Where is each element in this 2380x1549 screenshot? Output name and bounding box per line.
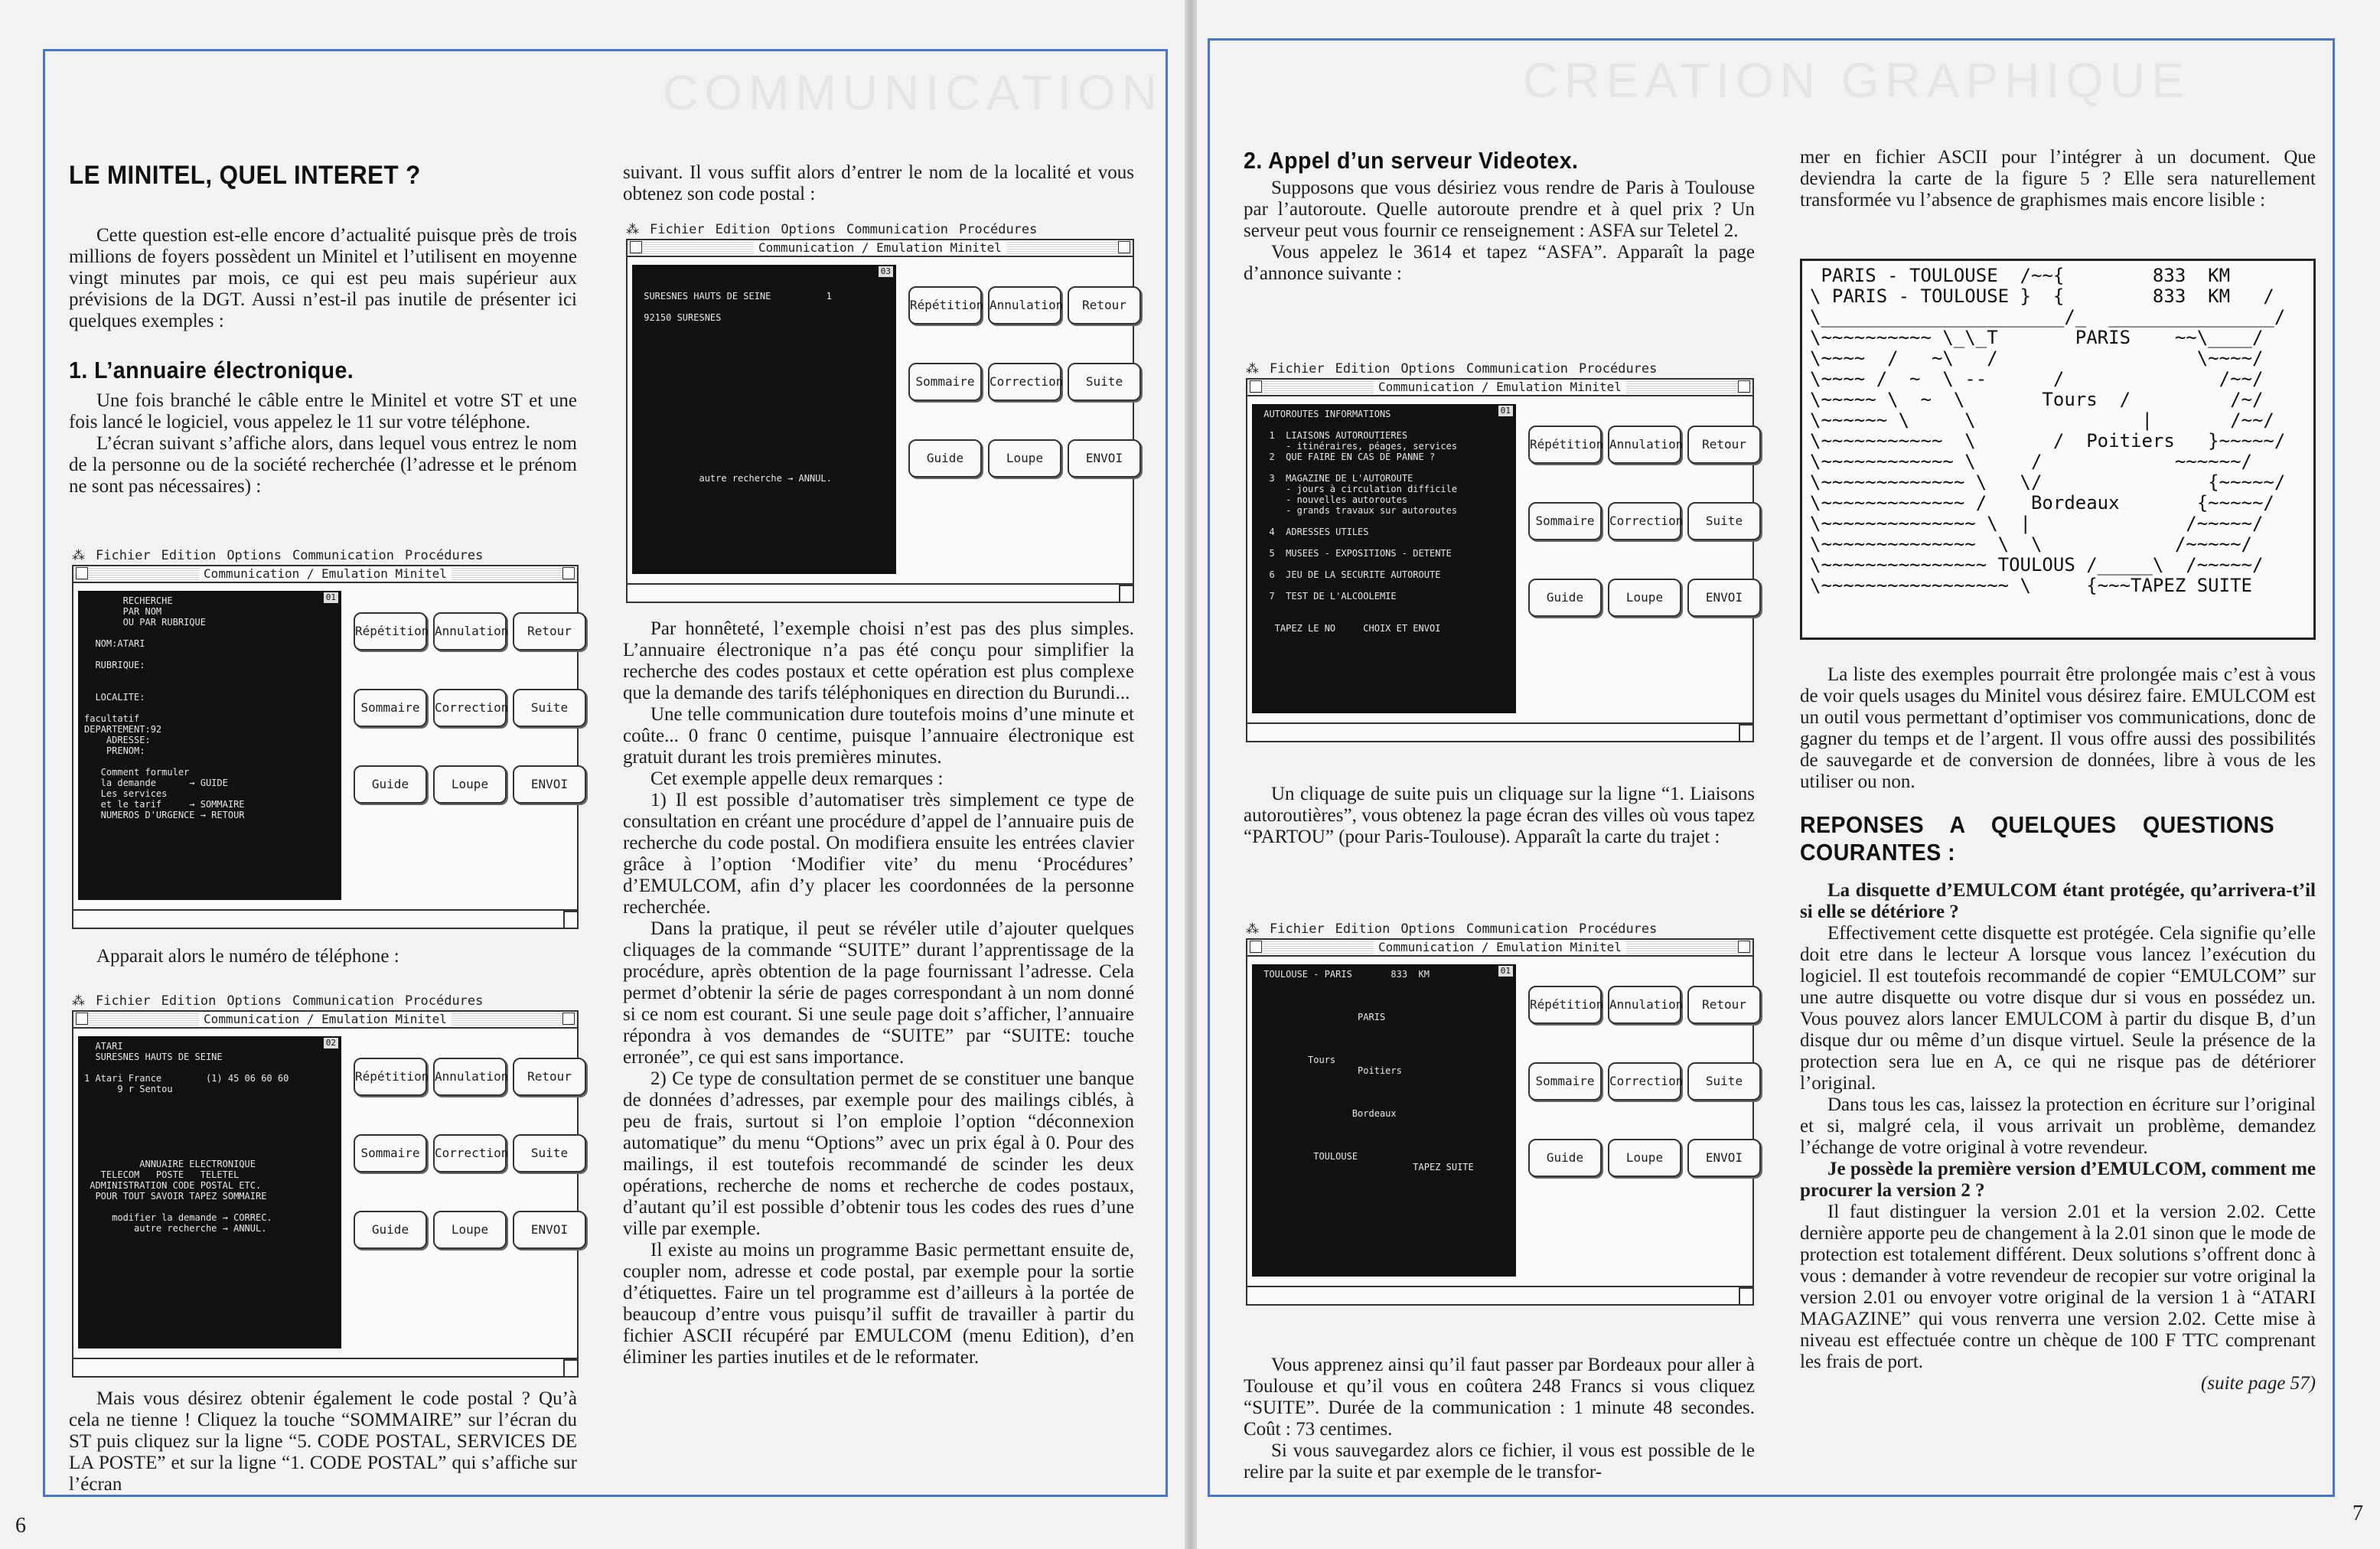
menu-item[interactable]: Edition [1335,921,1391,937]
resize-box-icon[interactable] [563,1359,577,1376]
column-3-mid [1244,784,1755,848]
page-counter: 01 [324,592,338,603]
resize-box-icon[interactable] [1739,724,1752,741]
paragraph: mer en fichier ASCII pour l’intégrer à un document. Que deviendra la carte de la figure 5 ? Elle sera naturellement transformée vu l’absence de graphismes mais encore lisible : [1800,147,2316,210]
atari-logo-icon[interactable]: ⁂ [626,222,639,237]
loupe-button[interactable]: Loupe [433,765,507,804]
guide-button[interactable]: Guide [354,765,427,804]
envoi-button[interactable]: ENVOI [1687,1139,1761,1177]
sommaire-button[interactable]: Sommaire [354,1134,427,1172]
emulator-shot-1 [72,548,579,929]
minitel-screen [78,1036,341,1348]
paragraph: Dans la pratique, il peut se révéler utile d’ajouter quelques cliquages de la commande “SUITE” durant l’apprentissage de la procédure, après obtention de la page fournissant l’adresse. Cela permet d’obtenir la série de pages correspondant à un nom donné si ce nom est courant. Si une seule page doit s’afficher, l’annuaire répondra à vos demandes de “SUITE” par “SUITE: touche erronée”, ce qui est sans importance. [623,918,1134,1068]
window-title: Communication / Emulation Minitel [199,566,452,581]
paragraph: Un cliquage de suite puis un cliquage sur la ligne “1. Liaisons autoroutières”, vous obtenez la page écran des villes où vous tapez “PARTOU” (pour Paris-Toulouse). Apparaît la carte du trajet : [1244,784,1755,847]
menu-item[interactable]: Edition [715,222,771,237]
envoi-button[interactable]: ENVOI [1068,439,1141,478]
annulation-button[interactable]: Annulation [433,1058,507,1096]
annulation-button[interactable]: Annulation [1608,986,1681,1024]
ghost-header-right: CREATION GRAPHIQUE [1523,53,2190,108]
menu-item[interactable]: Options [227,548,282,563]
page-counter: 02 [324,1038,338,1048]
menu-item[interactable]: Options [1400,921,1456,937]
resize-box-icon[interactable] [1739,1287,1752,1304]
fuller-box-icon[interactable] [562,1013,575,1025]
guide-button[interactable]: Guide [354,1211,427,1249]
column-1 [69,161,577,497]
sommaire-button[interactable]: Sommaire [1528,502,1602,540]
window-title: Communication / Emulation Minitel [1374,940,1626,954]
column-2 [623,618,1134,1368]
close-box-icon[interactable] [1250,941,1262,953]
paragraph: Une telle communication dure toutefois moins d’une minute et coûte... 0 franc 0 centime, puisque l’annuaire électronique est gratuit durant les trois premières minutes. [623,704,1134,768]
menu-bar [72,993,579,1009]
suite-button[interactable]: Suite [1068,363,1141,401]
emulator-window [72,1010,579,1378]
repetition-button[interactable]: Répétition [1528,986,1602,1024]
repetition-button[interactable]: Répétition [908,286,982,324]
fuller-box-icon[interactable] [562,567,575,579]
atari-logo-icon[interactable]: ⁂ [72,993,85,1009]
minitel-screen-text: ATARI SURESNES HAUTS DE SEINE 1 Atari France (1) 45 06 60 60 9 r Sentou ANNUAIRE ELECTRONIQUE TELECOM POSTE TELETEL ADMINISTRATION CODE POSTAL ETC. POUR TOUT SAVOIR TAPEZ SOMMAIRE modifier la demande → CORREC. autre recherche → ANNUL. [84,1041,289,1234]
correction-button[interactable]: Correction [1608,502,1681,540]
repetition-button[interactable]: Répétition [354,612,427,651]
repetition-button[interactable]: Répétition [1528,426,1602,464]
heading-reponses: REPONSES A QUELQUES QUESTIONS COURANTES : [1800,811,2275,866]
fuller-box-icon[interactable] [1738,941,1750,953]
window-title: Communication / Emulation Minitel [754,240,1006,255]
paragraph: Si vous sauvegardez alors ce fichier, il vous est possible de le relire par la suite et par exemple de le transfor- [1244,1440,1755,1482]
menu-item[interactable]: Fichier [650,222,705,237]
question: La disquette d’EMULCOM étant protégée, qu’arrivera-t’il si elle se détériore ? [1800,880,2316,922]
minitel-screen [632,265,896,574]
paragraph: Effectivement cette disquette est protégée. Cela signifie qu’elle doit etre dans le lecteur A lorsque vous lancez l’exécution du logiciel. Il est toutefois recommandé de copier “EMULCOM” sur une autre disquette ou votre disque dur si vous en possédez un. Vous pouvez alors lancer EMULCOM à partir du disque B, d’un disque dur ou même d’un disque virtuel. Seule la présence de la protection sera lue en A, ce qui ne risque pas de détériorer l’original. [1800,923,2316,1094]
envoi-button[interactable]: ENVOI [1687,579,1761,617]
question: Je possède la première version d’EMULCOM, comment me procurer la version 2 ? [1800,1159,2316,1201]
column-3-top [1244,147,1755,285]
column-3-bottom [1244,1355,1755,1483]
sommaire-button[interactable]: Sommaire [1528,1062,1602,1101]
resize-box-icon[interactable] [563,911,577,928]
window-title-bar[interactable] [1247,940,1752,957]
atari-logo-icon[interactable]: ⁂ [1246,361,1259,377]
minitel-screen-text: TOULOUSE - PARIS 833 KM PARIS Tours Poitiers Bordeaux TOULOUSE TAPEZ SUITE [1263,969,1474,1172]
retour-button[interactable]: Retour [513,1058,586,1096]
window-title-bar[interactable] [628,240,1133,257]
fuller-box-icon[interactable] [1118,241,1130,253]
minitel-screen-text: AUTOROUTES INFORMATIONS 1 LIAISONS AUTOROUTIERES - itinéraires, péages, services 2 QUE FAIRE EN CAS DE PANNE ? 3 MAGAZINE DE L'AUTOROUTE - jours à circulation difficile - nouvelles autoroutes - grands travaux sur autoroutes 4 ADRESSES UTILES 5 MUSEES - EXPOSITIONS - DETENTE 6 JEU DE LA SECURITE AUTOROUTE 7 TEST DE L'ALCOOLEMIE TAPEZ LE NO CHOIX ET ENVOI [1263,409,1458,634]
emulator-window [1246,378,1754,742]
ascii-map: PARIS - TOULOUSE /~~{ 833 KM \ PARIS - TOULOUSE } { 833 KM / \______________________/_ _______________/ \~~~~~~~~~~ \_\_T PARIS ~~\____/ \~~~~ / ~\ / \~~~~/ \~~~~ / ~ \ -- / /~~/ \~~~~~ \ ~ \ Tours / /~/ \~~~~~~ \ \ | /~~/ \~~~~~~~~~~~ \ / Poitiers }~~~~~/ \~~~~~~~~~~~~ \ / ~~~~~~/ \~~~~~~~~~~~~~ \ \/ {~~~~~/ \~~~~~~~~~~~~~ / Bordeaux {~~~~~/ \~~~~~~~~~~~~~~ \ | /~~~~~/ \~~~~~~~~~~~~~~ \ \ /~~~~~/ \~~~~~~~~~~~~~~~ TOULOUS /_____\ /~~~~~/ \~~~~~~~~~~~~~~~~~ \ {~~~TAPEZ SUITE [1800,259,2316,640]
paragraph: 2) Ce type de consultation permet de se constituer une banque de données d’adresses, par exemple pour des mailings ciblés, à peu de frais, surtout si l’on emploie l’option “déconnexion automatique” du menu “Options” avec un prix égal à 0. Pour des mailings, il est toutefois recommandé de scinder les deux opérations, recherche de noms et recherche de codes postaux, d’autant qu’il est possible d’obtenir tous les codes des rues d’une ville par exemple. [623,1068,1134,1239]
minitel-screen [1252,964,1516,1277]
menu-item[interactable]: Options [781,222,836,237]
menu-item[interactable]: Procédures [959,222,1038,237]
emulator-shot-3 [626,222,1134,603]
page-counter: 03 [879,266,893,277]
menu-bar [1246,921,1754,937]
horizontal-scrollbar[interactable] [73,909,577,911]
paragraph: Supposons que vous désiriez vous rendre de Paris à Toulouse par l’autoroute. Quelle autoroute prendre et à quel prix ? Un serveur peut vous fournir ce renseignement : ASFA sur Teletel 2. [1244,178,1755,241]
paragraph: Par honnêteté, l’exemple choisi n’est pas des plus simples. L’annuaire électronique n’a pas été conçu pour simplifier la recherche des codes postaux et cette opération est plus complexe que la demande des tarifs téléphoniques en direction du Burundi... [623,618,1134,703]
guide-button[interactable]: Guide [1528,1139,1602,1177]
menu-item[interactable]: Options [1400,361,1456,377]
page-number-left: 6 [15,1514,26,1538]
suite-button[interactable]: Suite [513,1134,586,1172]
menu-item[interactable]: Communication [292,548,395,563]
fuller-box-icon[interactable] [1738,380,1750,393]
atari-logo-icon[interactable]: ⁂ [72,548,85,563]
loupe-button[interactable]: Loupe [1608,579,1681,617]
paragraph: Vous appelez le 3614 et tapez “ASFA”. Apparaît la page d’annonce suivante : [1244,242,1755,284]
menu-item[interactable]: Procédures [405,548,484,563]
sommaire-button[interactable]: Sommaire [908,363,982,401]
loupe-button[interactable]: Loupe [1608,1139,1681,1177]
horizontal-scrollbar[interactable] [1247,722,1752,724]
column-1-bottom [69,1388,577,1495]
paragraph: L’écran suivant s’affiche alors, dans lequel vous entrez le nom de la personne ou de la société recherchée (l’adresse et le prénom ne sont pas nécessaires) : [69,433,577,497]
menu-bar [1246,361,1754,377]
resize-box-icon[interactable] [1119,585,1133,602]
paragraph: Dans tous les cas, laissez la protection en écriture sur l’original et si, malgré cela, il vous arrivait un problème, demandez l’échange de votre original à votre revendeur. [1800,1094,2316,1158]
paragraph: Mais vous désirez obtenir également le code postal ? Qu’à cela ne tienne ! Cliquez la touche “SOMMAIRE” sur l’écran du ST puis cliquez sur la ligne “5. CODE POSTAL, SERVICES DE LA POSTE” et sur la ligne “1. CODE POSTAL” qui s’affiche sur l’écran [69,1388,577,1495]
emulator-shot-4 [1246,361,1754,742]
close-box-icon[interactable] [76,1013,88,1025]
heading-annuaire: 1. L’annuaire électronique. [69,357,354,383]
guide-button[interactable]: Guide [1528,579,1602,617]
column-2-top [623,162,1134,205]
retour-button[interactable]: Retour [513,612,586,651]
paragraph: La liste des exemples pourrait être prolongée mais c’est à vous de voir quels usages du Minitel vous désirez faire. EMULCOM est un outil vous permettant d’optimiser vos communications, donc de gagner du temps et de l’argent. Il vous offre aussi des possibilités de sauvegarde et de conversion de données, libre à vous de les utiliser ou non. [1800,664,2316,792]
horizontal-scrollbar[interactable] [73,1358,577,1359]
suite-button[interactable]: Suite [1687,502,1761,540]
menu-item[interactable]: Communication [1465,361,1569,377]
menu-item[interactable]: Procédures [405,993,484,1009]
paragraph: Cette question est-elle encore d’actualité puisque près de trois millions de foyers possèdent un Minitel et l’utilisent en moyenne vingt minutes par mois, ce qui est peu mais supérieur aux prévisions de la DGT. Aussi n’est-il pas inutile de présenter ici quelques exemples : [69,225,577,331]
correction-button[interactable]: Correction [433,689,507,727]
loupe-button[interactable]: Loupe [988,439,1061,478]
menu-item[interactable]: Procédures [1579,921,1658,937]
paragraph: Il existe au moins un programme Basic permettant ensuite de, coupler nom, adresse et code postal, par exemple pour la sortie d’étiquettes. Faire un tel programme est d’ailleurs à la portée de beaucoup d’entre vous puisqu’il suffit de travailler à partir du fichier ASCII récupéré par EMULCOM (menu Edition), d’en éliminer les parties inutiles et de le reformater. [623,1240,1134,1368]
page-counter: 01 [1498,406,1513,416]
horizontal-scrollbar[interactable] [1247,1286,1752,1287]
retour-button[interactable]: Retour [1068,286,1141,324]
envoi-button[interactable]: ENVOI [513,765,586,804]
window-title-bar[interactable] [73,566,577,583]
loupe-button[interactable]: Loupe [433,1211,507,1249]
paragraph: Apparait alors le numéro de téléphone : [96,946,399,967]
ghost-header-left: COMMUNICATION [663,65,1163,120]
minitel-screen [78,591,341,900]
heading-serveur-videotex: 2. Appel d’un serveur Videotex. [1244,147,1579,174]
menu-item[interactable]: Options [227,993,282,1009]
paragraph: Cet exemple appelle deux remarques : [650,768,944,789]
menu-item[interactable]: Fichier [1270,361,1325,377]
repetition-button[interactable]: Répétition [354,1058,427,1096]
retour-button[interactable]: Retour [1687,426,1761,464]
window-title-bar[interactable] [73,1012,577,1029]
close-box-icon[interactable] [1250,380,1262,393]
emulator-window [72,565,579,929]
menu-item[interactable]: Communication [1465,921,1569,937]
menu-item[interactable]: Fichier [96,548,151,563]
paragraph: Une fois branché le câble entre le Minitel et votre ST et une fois lancé le logiciel, vous appelez le 11 sur votre téléphone. [69,390,577,432]
suite-button[interactable]: Suite [1687,1062,1761,1101]
menu-item[interactable]: Fichier [1270,921,1325,937]
page-counter: 01 [1498,966,1513,977]
guide-button[interactable]: Guide [908,439,982,478]
emulator-shot-2 [72,993,579,1378]
minitel-screen-text: RECHERCHE PAR NOM OU PAR RUBRIQUE NOM:ATARI RUBRIQUE: LOCALITE: facultatif DEPARTEMENT:92 ADRESSE: PRENOM: Comment formuler la demande → GUIDE Les services et le tarif → SOMMAIRE NUMEROS D'URGENCE → RETOUR [84,595,245,820]
annulation-button[interactable]: Annulation [988,286,1061,324]
menu-item[interactable]: Edition [161,993,217,1009]
window-title: Communication / Emulation Minitel [1374,380,1626,394]
binding-gutter [1185,0,1197,1549]
column-4-top [1800,147,2316,211]
menu-item[interactable]: Edition [1335,361,1391,377]
envoi-button[interactable]: ENVOI [513,1211,586,1249]
menu-bar [626,222,1134,237]
menu-bar [72,548,579,563]
correction-button[interactable]: Correction [433,1134,507,1172]
correction-button[interactable]: Correction [988,363,1061,401]
emulator-window [1246,938,1754,1306]
window-title-bar[interactable] [1247,380,1752,396]
menu-item[interactable]: Communication [292,993,395,1009]
window-title: Communication / Emulation Minitel [199,1012,452,1026]
annulation-button[interactable]: Annulation [1608,426,1681,464]
paragraph: Vous apprenez ainsi qu’il faut passer par Bordeaux pour aller à Toulouse et qu’il vous en coûtera 248 Francs si vous cliquez “SUITE”. Durée de la communication : 1 minute 48 secondes. Coût : 73 centimes. [1244,1355,1755,1440]
retour-button[interactable]: Retour [1687,986,1761,1024]
menu-item[interactable]: Edition [161,548,217,563]
sommaire-button[interactable]: Sommaire [354,689,427,727]
annulation-button[interactable]: Annulation [433,612,507,651]
column-4 [1800,664,2316,1394]
suite-button[interactable]: Suite [513,689,586,727]
close-box-icon[interactable] [630,241,642,253]
menu-item[interactable]: Communication [846,222,949,237]
heading-le-minitel: LE MINITEL, QUEL INTERET ? [69,161,421,190]
continuation-note: (suite page 57) [2201,1373,2316,1394]
paragraph: 1) Il est possible d’automatiser très simplement ce type de consultation en créant une procédure d’appel de l’annuaire puis de recherche du code postal. On modifiera ensuite les entrées clavier grâce à l’option ‘Modifier vite’ du menu ‘Procédures’ d’EMULCOM, afin d’y placer les coordonnées de la personne recherchée. [623,790,1134,918]
minitel-screen [1252,404,1516,713]
paragraph: suivant. Il vous suffit alors d’entrer le nom de la localité et vous obtenez son code postal : [623,162,1134,204]
minitel-screen-text: SURESNES HAUTS DE SEINE 1 92150 SURESNES autre recherche → ANNUL. [644,291,832,484]
page-number-right: 7 [2352,1502,2363,1525]
menu-item[interactable]: Procédures [1579,361,1658,377]
atari-logo-icon[interactable]: ⁂ [1246,921,1259,937]
paragraph: Il faut distinguer la version 2.01 et la version 2.02. Cette dernière apporte peu de changement à la 2.01 sinon que le mode de protection est totalement différent. Deux solutions s’offrent donc à vous : demander à votre revendeur de recopier sur votre original la version 2.01 ou envoyer votre original de la version 1 à “ATARI MAGAZINE” qui vous renverra une version 2.02. Cette mise à niveau est effectuée contre un chèque de 100 F TTC comprenant les frais de port. [1800,1202,2316,1372]
emulator-window [626,239,1134,603]
emulator-shot-5 [1246,921,1754,1306]
horizontal-scrollbar[interactable] [628,583,1133,585]
correction-button[interactable]: Correction [1608,1062,1681,1101]
menu-item[interactable]: Fichier [96,993,151,1009]
close-box-icon[interactable] [76,567,88,579]
caption-telephone [69,946,577,967]
